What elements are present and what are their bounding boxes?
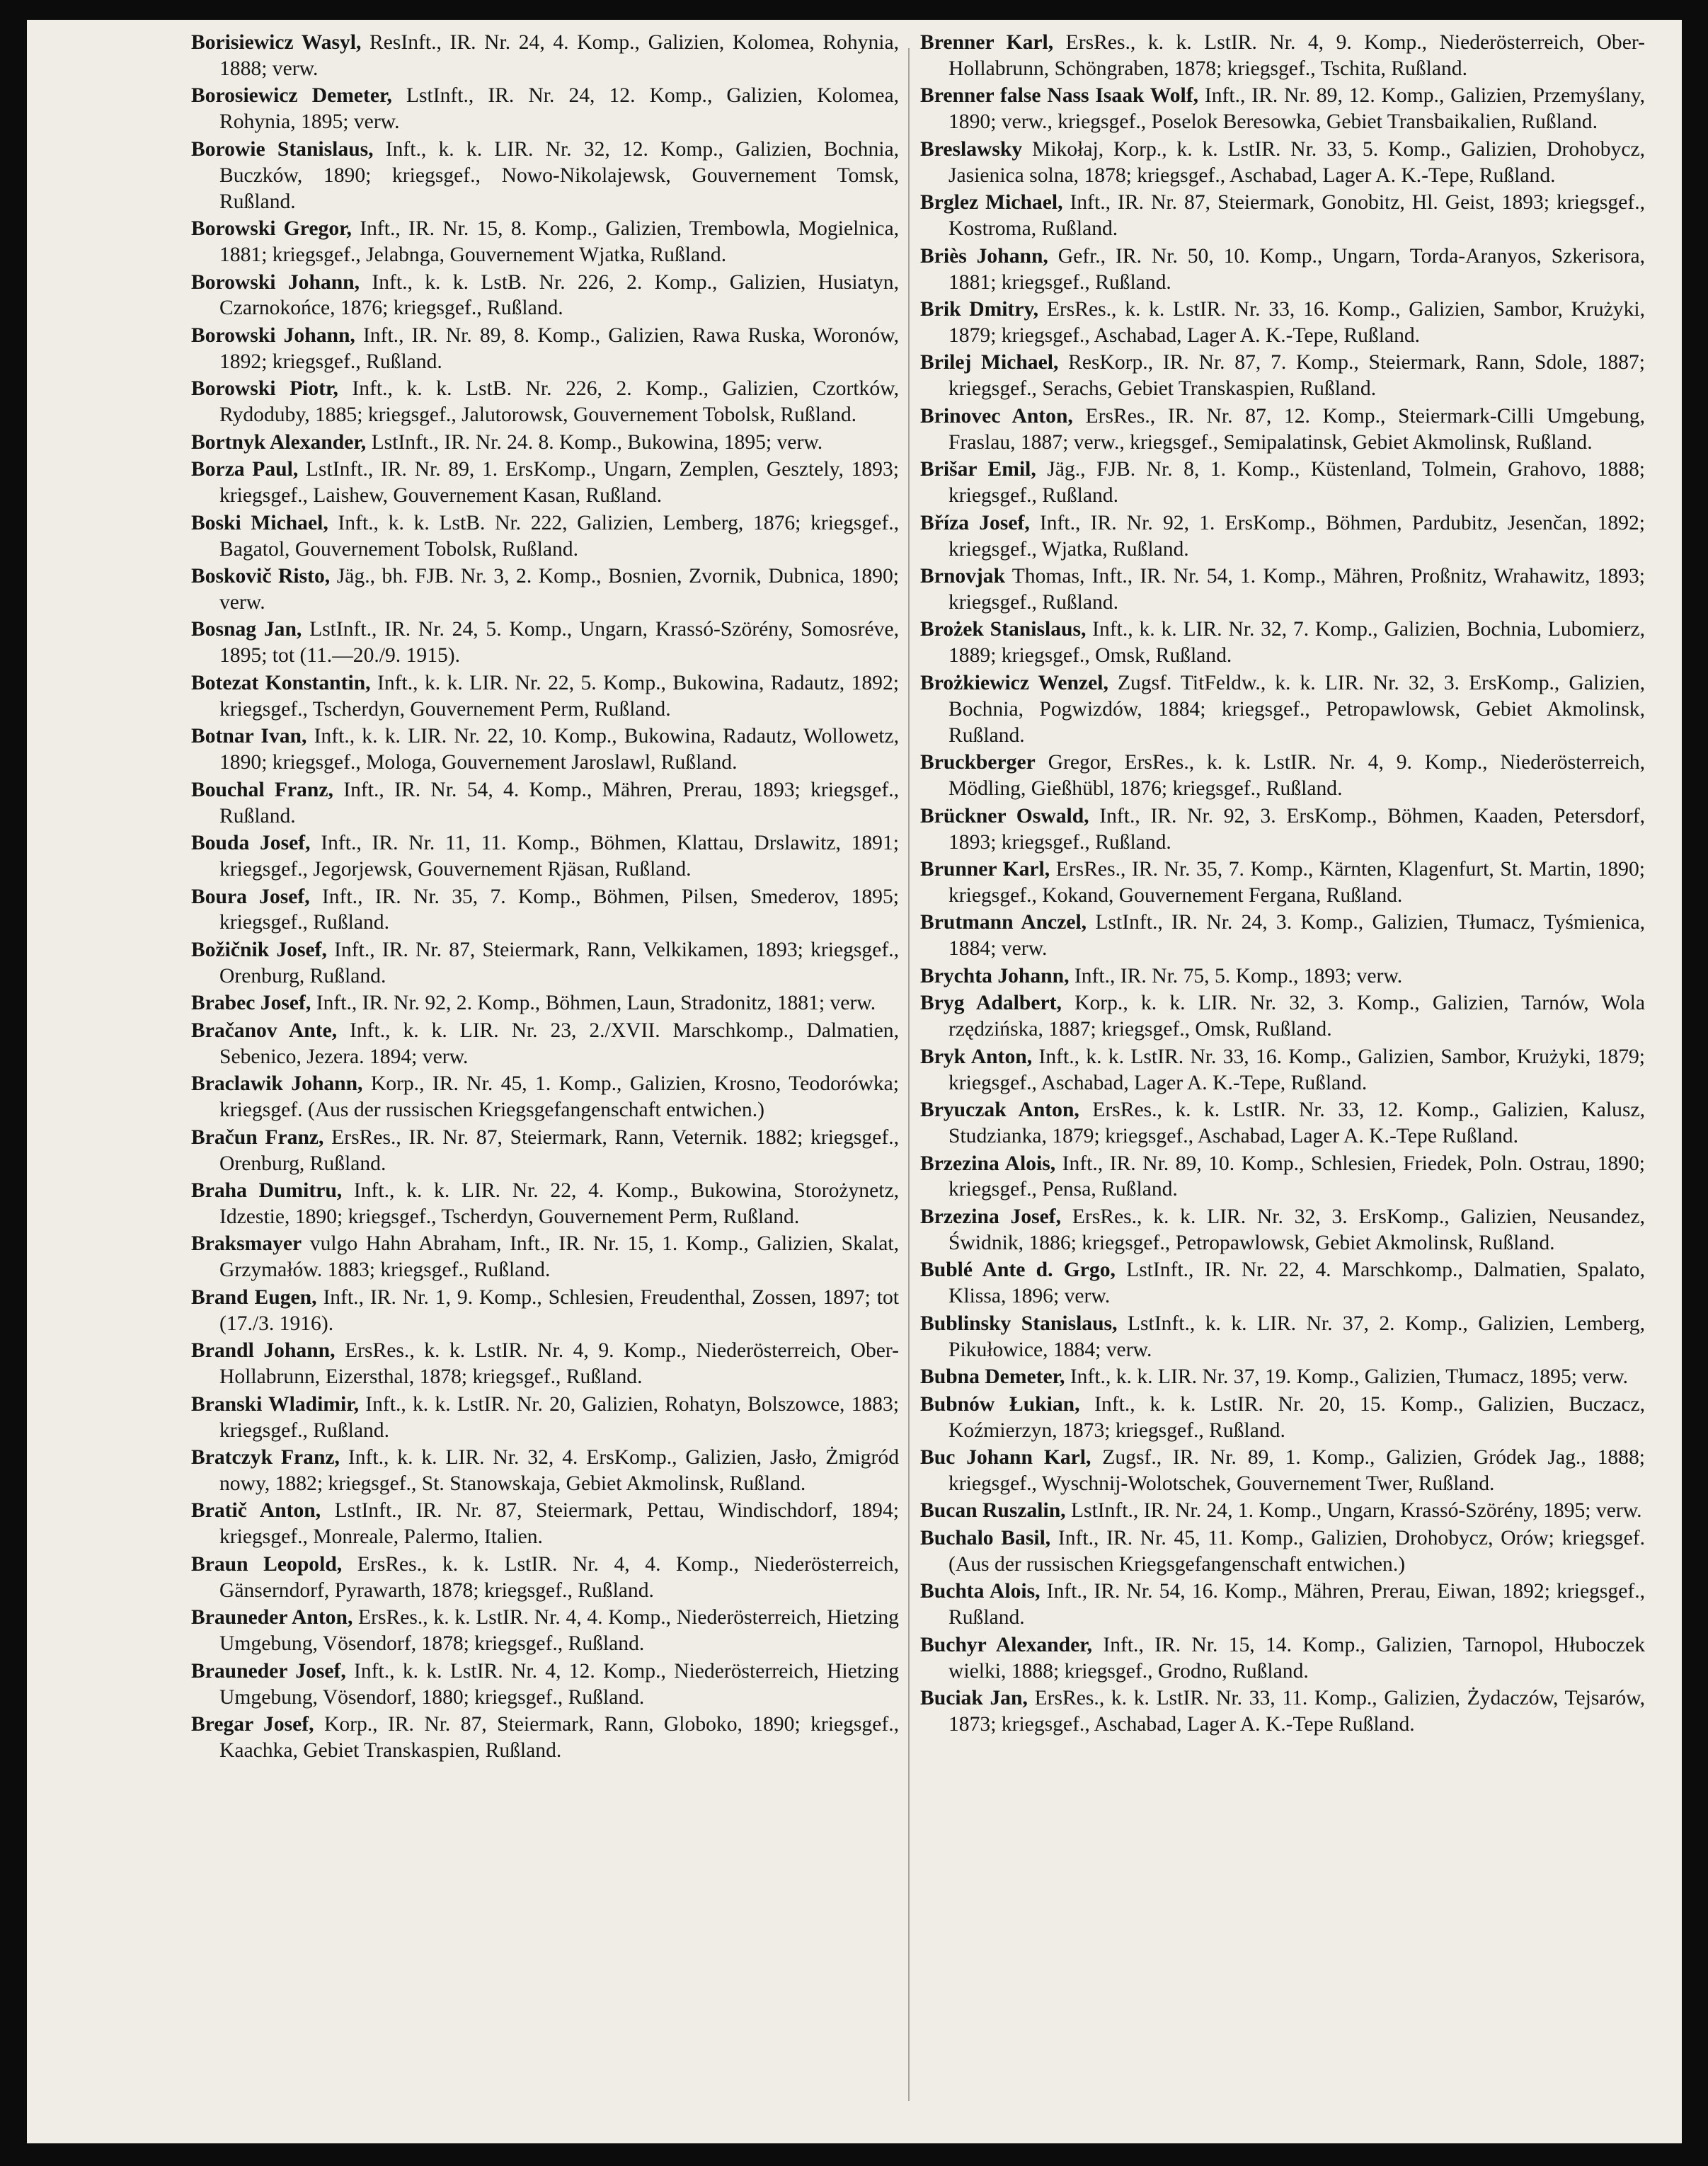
casualty-entry [920, 617, 1645, 669]
entry-name: Buciak Jan, [920, 1687, 1028, 1710]
entry-name: Brenner false Nass Isaak Wolf, [920, 84, 1199, 108]
casualty-entry [920, 1445, 1645, 1497]
entry-name: Brglez Michael, [920, 191, 1063, 214]
entry-name: Bračun Franz, [191, 1125, 324, 1149]
casualty-entry [920, 1685, 1645, 1738]
entry-details: Korp., IR. Nr. 45, 1. Komp., Galizien, Krosno, Teodorówka; kriegsgef. (Aus der russischen Kriegsgefangenschaft entwichen.) [219, 1072, 899, 1122]
entry-details: Zugsf., IR. Nr. 89, 1. Komp., Galizien, Gródek Jag., 1888; kriegsgef., Wyschnij-Wolotschek, Gouvernement Twer, Rußland. [948, 1446, 1645, 1495]
entry-name: Borosiewicz Demeter, [191, 84, 392, 108]
entry-name: Briès Johann, [920, 244, 1048, 268]
casualty-entry [920, 856, 1645, 909]
entry-details: ErsRes., k. k. LstIR. Nr. 33, 12. Komp., Galizien, Kalusz, Studzianka, 1879; kriegsgef., Aschabad, Lager A. K.-Tepe Rußland. [948, 1099, 1646, 1148]
entry-details: ErsRes., IR. Nr. 87, Steiermark, Rann, Veternik. 1882; kriegsgef., Orenburg, Rußland. [219, 1125, 899, 1175]
entry-name: Braclawik Johann, [191, 1072, 363, 1096]
entry-name: Borowski Johann, [191, 323, 355, 347]
entry-details: Inft., IR. Nr. 1, 9. Komp., Schlesien, Freudenthal, Zossen, 1897; tot (17./3. 1916). [219, 1285, 899, 1335]
casualty-entry [191, 617, 899, 669]
entry-name: Borowski Gregor, [191, 217, 352, 241]
casualty-entry [920, 1311, 1645, 1363]
entry-name: Botnar Ivan, [191, 725, 307, 748]
entry-details: Inft., k. k. LstIR. Nr. 33, 16. Komp., Galizien, Sambor, Krużyki, 1879; kriegsgef., Aschabad, Lager A. K.-Tepe, Rußland. [948, 1045, 1646, 1094]
casualty-entry [920, 403, 1645, 456]
casualty-entry [920, 1525, 1645, 1578]
entry-name: Brnovjak [920, 565, 1006, 588]
entry-details: Inft., k. k. LstIR. Nr. 20, Galizien, Rohatyn, Bolszowce, 1883; kriegsgef., Rußland. [219, 1392, 899, 1442]
entry-name: Bouda Josef, [191, 832, 311, 855]
entry-details: Gefr., IR. Nr. 50, 10. Komp., Ungarn, Torda-Aranyos, Szkerisora, 1881; kriegsgef., Rußland. [948, 244, 1645, 294]
entry-name: Božičnik Josef, [191, 938, 327, 961]
entry-details: Inft., k. k. LstB. Nr. 226, 2. Komp., Galizien, Husiatyn, Czarnokońce, 1876; kriegsgef., Rußland. [219, 270, 899, 320]
entry-details: ErsRes., k. k. LstIR. Nr. 4, 4. Komp., Niederösterreich, Hietzing Umgebung, Vösendorf, 1878; kriegsgef., Rußland. [219, 1606, 899, 1656]
casualty-entry [191, 723, 899, 776]
entry-details: Inft., k. k. LIR. Nr. 32, 4. ErsKomp., Galizien, Jasło, Żmigród nowy, 1882; kriegsgef., St. Stanowskaja, Gebiet Akmolinsk, Rußland. [219, 1446, 899, 1495]
entry-details: Korp., IR. Nr. 87, Steiermark, Rann, Globoko, 1890; kriegsgef., Kaachka, Gebiet Transkaspien, Rußland. [219, 1713, 899, 1762]
casualty-entry [920, 1257, 1645, 1310]
entry-name: Buchyr Alexander, [920, 1633, 1093, 1656]
casualty-entry [920, 350, 1645, 402]
entry-name: Borowski Johann, [191, 270, 360, 294]
entry-name: Bublé Ante d. Grgo, [920, 1259, 1116, 1282]
casualty-entry [191, 1285, 899, 1337]
entry-details: Inft., IR. Nr. 45, 11. Komp., Galizien, Drohobycz, Orów; kriegsgef. (Aus der russischen Kriegsgefangenschaft entwichen.) [948, 1526, 1645, 1576]
entry-name: Buchta Alois, [920, 1580, 1041, 1603]
entry-details: Zugsf. TitFeldw., k. k. LIR. Nr. 32, 3. ErsKomp., Galizien, Bochnia, Pogwizdów, 1884; kriegsgef., Petropawlowsk, Gebiet Akmolinsk, Rußland. [948, 671, 1645, 747]
casualty-entry [920, 243, 1645, 296]
entry-name: Bortnyk Alexander, [191, 430, 367, 454]
entry-details: LstInft., IR. Nr. 22, 4. Marschkomp., Dalmatien, Spalato, Klissa, 1896; verw. [948, 1259, 1645, 1308]
entry-details: ErsRes., k. k. LstIR. Nr. 4, 9. Komp., Niederösterreich, Ober-Hollabrunn, Schöngraben, 1878; kriegsgef., Tschita, Rußland. [948, 31, 1645, 80]
casualty-entry [191, 777, 899, 830]
casualty-entry [920, 1151, 1645, 1203]
casualty-entry [920, 457, 1645, 509]
casualty-entry [191, 563, 899, 616]
entry-name: Borowie Stanislaus, [191, 137, 374, 161]
entry-name: Brożek Stanislaus, [920, 618, 1087, 641]
casualty-entry [920, 1498, 1645, 1524]
entry-details: LstInft., IR. Nr. 24, 1. Komp., Ungarn, Krassó-Szörény, 1895; verw. [1065, 1499, 1642, 1523]
entry-details: LstInft., IR. Nr. 24. 8. Komp., Bukowina, 1895; verw. [366, 430, 823, 454]
casualty-entry [191, 1125, 899, 1177]
casualty-entry [920, 83, 1645, 135]
entry-name: Braha Dumitru, [191, 1179, 343, 1203]
entry-name: Bratič Anton, [191, 1499, 321, 1523]
entry-name: Brand Eugen, [191, 1285, 317, 1309]
casualty-entry [920, 1578, 1645, 1631]
casualty-entry [920, 750, 1645, 802]
entry-name: Brandl Johann, [191, 1339, 336, 1363]
entry-details: ErsRes., IR. Nr. 87, 12. Komp., Steiermark-Cilli Umgebung, Fraslau, 1887; verw., kriegsgef., Semipalatinsk, Gebiet Akmolinsk, Rußland. [948, 404, 1645, 454]
entry-name: Bračanov Ante, [191, 1019, 338, 1042]
entry-name: Brabec Josef, [191, 992, 311, 1015]
entry-name: Boskovič Risto, [191, 565, 331, 588]
casualty-entry [191, 216, 899, 268]
casualty-entry [920, 1632, 1645, 1685]
entry-name: Bruckberger [920, 751, 1036, 774]
casualty-entry [191, 1605, 899, 1657]
entry-name: Brychta Johann, [920, 964, 1070, 987]
entry-name: Bublinsky Stanislaus, [920, 1312, 1118, 1335]
casualty-entry [920, 1044, 1645, 1096]
casualty-entry [191, 937, 899, 990]
entry-name: Bregar Josef, [191, 1713, 314, 1736]
entry-name: Botezat Konstantin, [191, 671, 371, 694]
entry-details: Inft., k. k. LIR. Nr. 32, 12. Komp., Galizien, Bochnia, Buczków, 1890; kriegsgef., Nowo-Nikolajewsk, Gouvernement Tomsk, Rußland. [219, 137, 900, 213]
casualty-entry [191, 137, 899, 215]
entry-name: Brzezina Alois, [920, 1152, 1056, 1175]
entry-name: Borza Paul, [191, 458, 299, 481]
entry-details: Inft., IR. Nr. 87, Steiermark, Gonobitz, Hl. Geist, 1893; kriegsgef., Kostroma, Rußland. [948, 191, 1645, 241]
entry-details: Inft., IR. Nr. 92, 1. ErsKomp., Böhmen, Pardubitz, Jesenčan, 1892; kriegsgef., Wjatka, Rußland. [948, 511, 1645, 561]
entry-name: Brinovec Anton, [920, 404, 1073, 428]
entry-name: Breslawsky [920, 137, 1023, 161]
entry-details: Inft., k. k. LIR. Nr. 32, 7. Komp., Galizien, Bochnia, Lubomierz, 1889; kriegsgef., Omsk, Rußland. [948, 618, 1645, 667]
entry-name: Bratczyk Franz, [191, 1446, 340, 1469]
casualty-entry [920, 563, 1645, 616]
casualty-entry [191, 1018, 899, 1070]
entry-name: Brożkiewicz Wenzel, [920, 671, 1108, 694]
entry-name: Brauneder Anton, [191, 1606, 353, 1629]
entry-details: Inft., k. k. LstIR. Nr. 4, 12. Komp., Niederösterreich, Hietzing Umgebung, Vösendorf, 1880; kriegsgef., Rußland. [219, 1659, 899, 1709]
entry-details: Inft., IR. Nr. 11, 11. Komp., Böhmen, Klattau, Drslawitz, 1891; kriegsgef., Jegorjewsk, Gouvernement Rjäsan, Rußland. [219, 832, 900, 881]
entry-details: Inft., IR. Nr. 87, Steiermark, Rann, Velkikamen, 1893; kriegsgef., Orenburg, Rußland. [219, 938, 899, 987]
entry-details: Inft., IR. Nr. 54, 16. Komp., Mähren, Prerau, Eiwan, 1892; kriegsgef., Rußland. [948, 1580, 1645, 1629]
casualty-entry [191, 510, 899, 563]
entry-details: Inft., IR. Nr. 89, 10. Komp., Schlesien, Friedek, Poln. Ostrau, 1890; kriegsgef., Pensa, Rußland. [948, 1152, 1645, 1201]
entry-details: Inft., IR. Nr. 92, 2. Komp., Böhmen, Laun, Stradonitz, 1881; verw. [311, 992, 876, 1015]
entry-name: Boura Josef, [191, 885, 310, 908]
entry-details: Inft., IR. Nr. 92, 3. ErsKomp., Böhmen, Kaaden, Petersdorf, 1893; kriegsgef., Rußland. [948, 804, 1645, 854]
entry-details: Jäg., FJB. Nr. 8, 1. Komp., Küstenland, Tolmein, Grahovo, 1888; kriegsgef., Rußland. [948, 458, 1645, 508]
entry-details: ErsRes., k. k. LstIR. Nr. 33, 16. Komp., Galizien, Sambor, Krużyki, 1879; kriegsgef., Aschabad, Lager A. K.-Tepe, Rußland. [948, 298, 1645, 347]
entry-details: Inft., IR. Nr. 89, 8. Komp., Galizien, Rawa Ruska, Woronów, 1892; kriegsgef., Rußland. [219, 323, 899, 373]
entry-name: Brišar Emil, [920, 458, 1036, 481]
entry-details: Inft., IR. Nr. 89, 12. Komp., Galizien, Przemyślany, 1890; verw., kriegsgef., Poselok Beresowka, Gebiet Transbaikalien, Rußland. [948, 84, 1646, 134]
entry-details: Inft., IR. Nr. 35, 7. Komp., Böhmen, Pilsen, Smederov, 1895; kriegsgef., Rußland. [219, 885, 899, 934]
entry-name: Bříza Josef, [920, 511, 1030, 534]
casualty-entry [191, 430, 899, 456]
casualty-entry [920, 1204, 1645, 1256]
entry-details: ResKorp., IR. Nr. 87, 7. Komp., Steiermark, Rann, Sdole, 1887; kriegsgef., Serachs, Gebiet Transkaspien, Rußland. [948, 351, 1646, 401]
casualty-entry [920, 990, 1645, 1043]
entry-details: ErsRes., k. k. LIR. Nr. 32, 3. ErsKomp., Galizien, Neusandez, Świdnik, 1886; kriegsgef., Petropawlowsk, Gebiet Akmolinsk, Rußland. [948, 1205, 1645, 1254]
entry-name: Bucan Ruszalin, [920, 1499, 1066, 1523]
entry-details: Mikołaj, Korp., k. k. LstIR. Nr. 33, 5. Komp., Galizien, Drohobycz, Jasienica solna, 1878; kriegsgef., Aschabad, Lager A. K.-Tepe, Rußland. [948, 137, 1645, 187]
entry-name: Brenner Karl, [920, 31, 1054, 54]
entry-details: Inft., k. k. LIR. Nr. 23, 2./XVII. Marschkomp., Dalmatien, Sebenico, Jezera. 1894; verw. [219, 1019, 899, 1068]
casualty-entry [191, 990, 899, 1016]
entry-name: Branski Wladimir, [191, 1392, 360, 1416]
entry-details: ErsRes., IR. Nr. 35, 7. Komp., Kärnten, Klagenfurt, St. Martin, 1890; kriegsgef., Kokand, Gouvernement Fergana, Rußland. [948, 858, 1645, 907]
casualty-entry [920, 297, 1645, 349]
entry-details: LstInft., k. k. LIR. Nr. 37, 2. Komp., Galizien, Lemberg, Pikułowice, 1884; verw. [948, 1312, 1645, 1361]
entry-name: Brilej Michael, [920, 351, 1059, 374]
casualty-entry [920, 30, 1645, 82]
casualty-entry [920, 1364, 1645, 1390]
right-column [920, 30, 1645, 1739]
casualty-entry [920, 910, 1645, 962]
casualty-entry [191, 1712, 899, 1764]
casualty-entry [191, 1392, 899, 1444]
entry-name: Brutmann Anczel, [920, 911, 1087, 934]
entry-name: Brauneder Josef, [191, 1659, 346, 1683]
entry-details: LstInft., IR. Nr. 24, 12. Komp., Galizien, Kolomea, Rohynia, 1895; verw. [219, 84, 899, 134]
entry-details: Inft., k. k. LIR. Nr. 22, 4. Komp., Bukowina, Storożynetz, Idzestie, 1890; kriegsgef., Tscherdyn, Gouvernement Perm, Rußland. [219, 1179, 899, 1228]
casualty-entry [920, 1392, 1645, 1444]
casualty-entry [920, 510, 1645, 563]
casualty-entry [191, 1071, 899, 1123]
entry-name: Bryg Adalbert, [920, 992, 1062, 1015]
casualty-entry [191, 1338, 899, 1390]
entry-details: Inft., k. k. LstB. Nr. 226, 2. Komp., Galizien, Czortków, Rydoduby, 1885; kriegsgef., Jalutorowsk, Gouvernement Tobolsk, Rußland. [219, 377, 899, 427]
casualty-entry [191, 1445, 899, 1497]
entry-details: ErsRes., k. k. LstIR. Nr. 33, 11. Komp., Galizien, Żydaczów, Tejsarów, 1873; kriegsgef., Aschabad, Lager A. K.-Tepe Rußland. [948, 1687, 1645, 1736]
entry-details: Jäg., bh. FJB. Nr. 3, 2. Komp., Bosnien, Zvornik, Dubnica, 1890; verw. [219, 565, 899, 614]
entry-name: Bubna Demeter, [920, 1365, 1065, 1389]
entry-details: Inft., IR. Nr. 15, 8. Komp., Galizien, Trembowla, Mogielnica, 1881; kriegsgef., Jelabnga, Gouvernement Wjatka, Rußland. [219, 217, 899, 267]
entry-details: LstInft., IR. Nr. 24, 5. Komp., Ungarn, Krassó-Szörény, Somosréve, 1895; tot (11.—20./9. 1915). [219, 618, 899, 667]
casualty-entry [191, 457, 899, 509]
entry-name: Buchalo Basil, [920, 1526, 1051, 1549]
casualty-entry [920, 137, 1645, 189]
entry-name: Braksmayer [191, 1232, 302, 1256]
entry-details: Korp., k. k. LIR. Nr. 32, 3. Komp., Galizien, Tarnów, Wola rzędzińska, 1887; kriegsgef., Omsk, Rußland. [948, 992, 1645, 1041]
entry-details: vulgo Hahn Abraham, Inft., IR. Nr. 15, 1. Komp., Galizien, Skalat, Grzymałów. 1883; kriegsgef., Rußland. [219, 1232, 899, 1282]
entry-details: Gregor, ErsRes., k. k. LstIR. Nr. 4, 9. Komp., Niederösterreich, Mödling, Gießhübl, 1876; kriegsgef., Rußland. [948, 751, 1645, 801]
casualty-entry [191, 323, 899, 375]
entry-name: Braun Leopold, [191, 1552, 343, 1576]
entry-details: ErsRes., k. k. LstIR. Nr. 4, 9. Komp., Niederösterreich, Ober-Hollabrunn, Eizersthal, 1878; kriegsgef., Rußland. [219, 1339, 899, 1389]
entry-name: Bouchal Franz, [191, 778, 333, 801]
casualty-entry [191, 270, 899, 322]
entry-name: Bosnag Jan, [191, 618, 302, 641]
column-divider [908, 48, 910, 2101]
casualty-entry [191, 1658, 899, 1711]
left-column [191, 30, 899, 1765]
entry-details: LstInft., IR. Nr. 24, 3. Komp., Galizien, Tłumacz, Tyśmienica, 1884; verw. [948, 911, 1645, 961]
casualty-entry [920, 190, 1645, 242]
entry-details: Inft., IR. Nr. 54, 4. Komp., Mähren, Prerau, 1893; kriegsgef., Rußland. [219, 778, 899, 827]
entry-details: Inft., k. k. LstIR. Nr. 20, 15. Komp., Galizien, Buczacz, Koźmierzyn, 1873; kriegsgef., Rußland. [948, 1392, 1645, 1442]
entry-details: Inft., k. k. LIR. Nr. 37, 19. Komp., Galizien, Tłumacz, 1895; verw. [1065, 1365, 1629, 1389]
entry-name: Bryk Anton, [920, 1045, 1033, 1068]
entry-name: Borisiewicz Wasyl, [191, 31, 362, 54]
entry-details: LstInft., IR. Nr. 89, 1. ErsKomp., Ungarn, Zemplen, Gesztely, 1893; kriegsgef., Laishew, Gouvernement Kasan, Rußland. [219, 458, 899, 508]
entry-details: Inft., k. k. LIR. Nr. 22, 10. Komp., Bukowina, Radautz, Wollowetz, 1890; kriegsgef., Mologa, Gouvernement Jaroslawl, Rußland. [219, 725, 899, 774]
entry-name: Buc Johann Karl, [920, 1446, 1091, 1469]
casualty-entry [191, 1178, 899, 1230]
casualty-entry [920, 803, 1645, 856]
casualty-entry [920, 670, 1645, 749]
casualty-entry [191, 30, 899, 82]
entry-name: Brzezina Josef, [920, 1205, 1062, 1228]
entry-name: Boski Michael, [191, 511, 328, 534]
casualty-entry [191, 884, 899, 936]
entry-name: Bubnów Łukian, [920, 1392, 1080, 1416]
entry-details: LstInft., IR. Nr. 87, Steiermark, Pettau, Windischdorf, 1894; kriegsgef., Monreale, Palermo, Italien. [219, 1499, 899, 1549]
entry-details: Inft., k. k. LIR. Nr. 22, 5. Komp., Bukowina, Radautz, 1892; kriegsgef., Tscherdyn, Gouvernement Perm, Rußland. [219, 671, 900, 721]
casualty-entry [191, 1231, 899, 1283]
document-page [27, 20, 1682, 2143]
casualty-entry [191, 830, 899, 883]
casualty-entry [191, 670, 899, 723]
casualty-entry [920, 963, 1645, 990]
casualty-entry [191, 1498, 899, 1550]
entry-details: Inft., IR. Nr. 75, 5. Komp., 1893; verw. [1069, 964, 1403, 987]
casualty-entry [191, 376, 899, 428]
entry-name: Bryuczak Anton, [920, 1099, 1079, 1122]
entry-details: Inft., IR. Nr. 15, 14. Komp., Galizien, Tarnopol, Hłuboczek wielki, 1888; kriegsgef., Grodno, Rußland. [948, 1633, 1645, 1683]
entry-details: ResInft., IR. Nr. 24, 4. Komp., Galizien, Kolomea, Rohynia, 1888; verw. [219, 31, 899, 80]
entry-name: Brunner Karl, [920, 858, 1050, 881]
entry-details: ErsRes., k. k. LstIR. Nr. 4, 4. Komp., Niederösterreich, Gänserndorf, Pyrawarth, 1878; kriegsgef., Rußland. [219, 1552, 900, 1602]
entry-name: Brückner Oswald, [920, 804, 1089, 827]
entry-details: Inft., k. k. LstB. Nr. 222, Galizien, Lemberg, 1876; kriegsgef., Bagatol, Gouvernement Tobolsk, Rußland. [219, 511, 899, 561]
entry-details: Thomas, Inft., IR. Nr. 54, 1. Komp., Mähren, Proßnitz, Wrahawitz, 1893; kriegsgef., Rußland. [948, 565, 1645, 614]
entry-name: Borowski Piotr, [191, 377, 338, 401]
entry-name: Brik Dmitry, [920, 298, 1039, 321]
casualty-entry [191, 83, 899, 135]
casualty-entry [191, 1552, 899, 1604]
casualty-entry [920, 1097, 1645, 1150]
